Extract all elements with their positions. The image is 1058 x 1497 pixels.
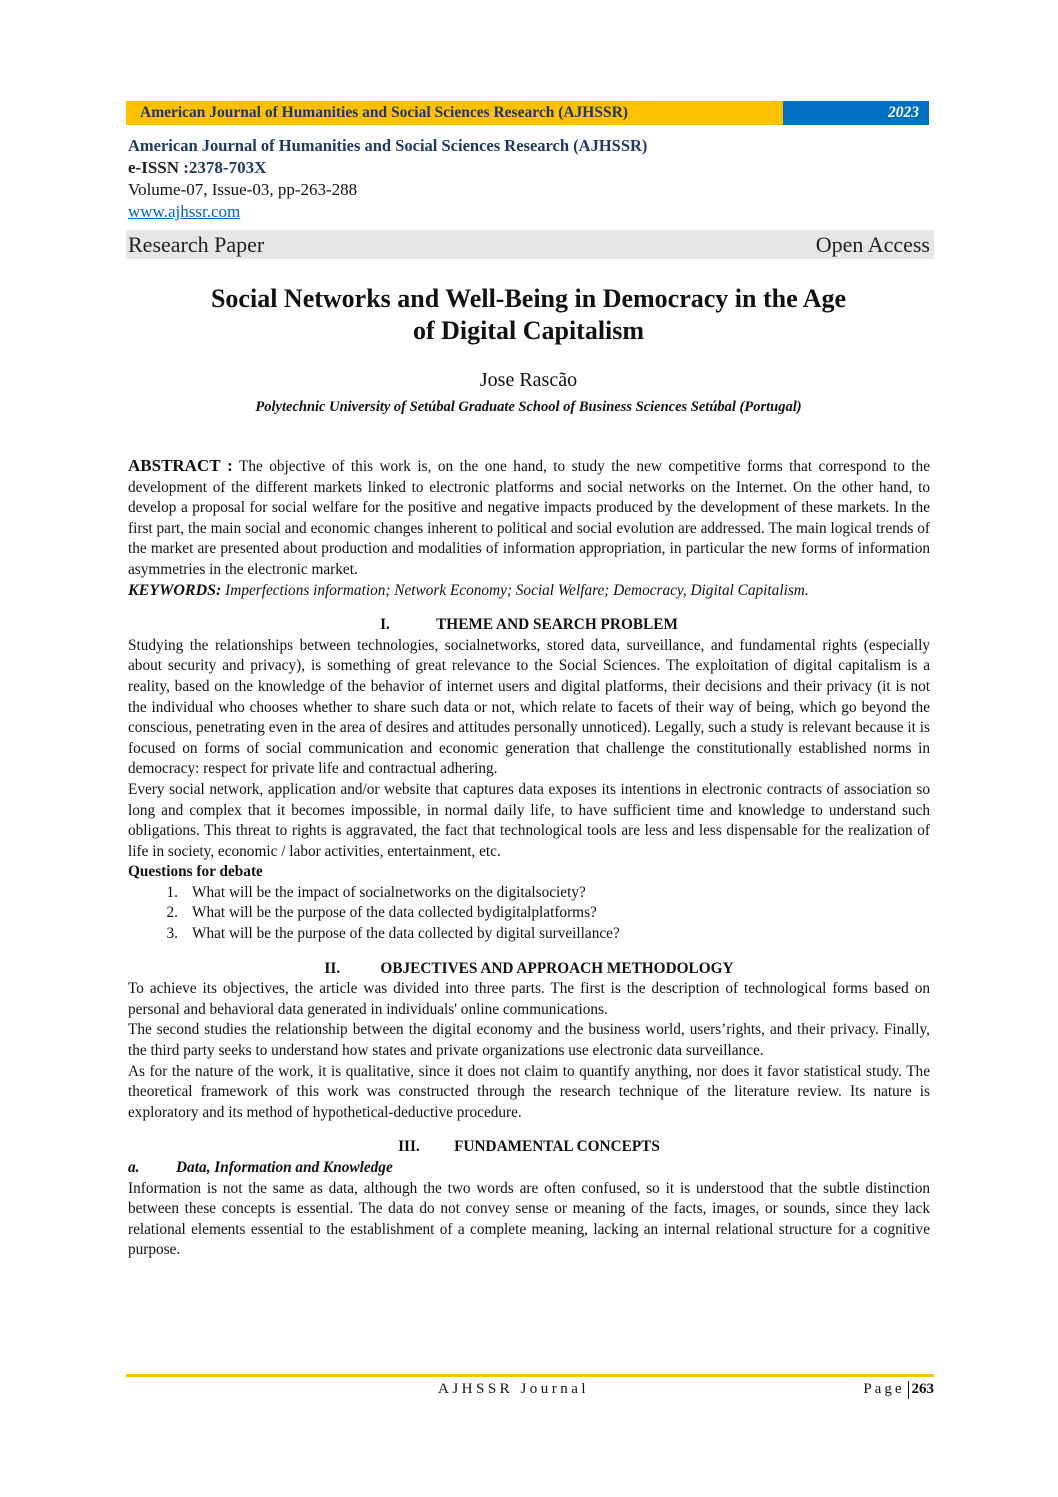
section-1-title: THEME AND SEARCH PROBLEM	[436, 616, 678, 634]
list-item-number: 2.	[166, 904, 178, 922]
volume-info: Volume-07, Issue-03, pp-263-288	[128, 180, 358, 199]
section-2-paragraph-1: To achieve its objectives, the article was divided into three parts. The first is the description of technological forms based on personal and behavioral data generated in individuals' online communications.	[128, 980, 930, 1018]
list-item	[128, 903, 930, 924]
list-item-text: What will be the purpose of the data collected by digital surveillance?	[192, 925, 620, 943]
page-footer	[126, 1378, 934, 1400]
section-2-number: II.	[324, 959, 341, 977]
footer-divider	[126, 1374, 934, 1377]
author-name: Jose Rascão	[479, 369, 578, 391]
title-line-1: Social Networks and Well-Being in Democracy in the Age	[210, 284, 847, 313]
abstract-label: ABSTRACT :	[128, 456, 233, 475]
section-1-paragraph-1: Studying the relationships between technologies, socialnetworks, stored data, surveillance, and fundamental rights (especially about security and privacy), is something of great relevance to the Social Sciences. The exploitation of digital capitalism is a reality, based on the knowledge of the behavior of internet users and digital platforms, their decisions and their privacy (it is not the individual who chooses whether to share such data or not, which relate to facets of their way of being, which go beyond the conscious, penetrating even in the area of desires and attitudes personally unnoticed). Legally, such a study is relevant because it is focused on forms of social communication and economic generation that challenge the constitutionally established norms in democracy: respect for private life and contractual adhering.	[128, 636, 930, 778]
paper-body	[128, 456, 930, 1261]
keywords-text: Imperfections information; Network Economy; Social Welfare; Democracy, Digital Capitalism.	[221, 581, 809, 599]
keywords-label: KEYWORDS:	[128, 581, 222, 599]
questions-title: Questions for debate	[128, 863, 263, 881]
section-1-number: I.	[380, 616, 390, 634]
section-3-number: III.	[398, 1138, 420, 1156]
paper-title	[126, 283, 931, 347]
list-item	[128, 924, 930, 945]
journal-meta	[128, 135, 647, 223]
section-1-paragraph-2: Every social network, application and/or website that captures data exposes its intentions in electronic contracts of association so long and complex that it becomes impossible, in normal daily life, to have sufficient time and knowledge to understand such obligations. This threat to rights is aggravated, the fact that technological tools are less and less dispensable for the realization of life in society, economic / labor activities, entertainment, etc.	[128, 780, 930, 860]
journal-name: American Journal of Humanities and Social Sciences Research (AJHSSR)	[128, 136, 648, 155]
issn-number: 2378-703X	[188, 158, 267, 177]
running-header	[126, 101, 929, 125]
section-3-heading	[128, 1137, 930, 1158]
paper-type-bar	[126, 230, 934, 259]
abstract	[128, 456, 930, 581]
section-2-title: OBJECTIVES AND APPROACH METHODOLOGY	[380, 959, 734, 977]
title-line-2: of Digital Capitalism	[412, 316, 645, 345]
subsection-title: Data, Information and Knowledge	[176, 1159, 393, 1176]
running-header-year: 2023	[783, 101, 929, 125]
list-item-number: 1.	[166, 883, 178, 901]
section-2-paragraph-3: As for the nature of the work, it is qualitative, since it does not claim to quantify anything, nor does it favor statistical study. The theoretical framework of this work was constructed through the research technique of the literature review. Its nature is exploratory and its method of hypothetical-deductive procedure.	[128, 1062, 930, 1121]
keywords	[128, 581, 930, 602]
section-3-paragraph-1: Information is not the same as data, although the two words are often confused, so it is understood that the subtle distinction between these concepts is essential. The data do not convey sense or meaning of the facts, images, or sounds, since they lack relational elements essential to the establishment of a complete meaning, lacking an internal relational structure for a cognitive purpose.	[128, 1179, 930, 1259]
access-type: Open Access	[815, 232, 930, 257]
page-separator	[908, 1381, 909, 1399]
author-affiliation: Polytechnic University of Setúbal Graduate School of Business Sciences Setúbal (Portugal)	[255, 399, 802, 415]
section-1-heading	[128, 615, 930, 636]
page-number-value: 263	[911, 1381, 934, 1397]
list-item	[128, 883, 930, 904]
list-item-number: 3.	[166, 925, 178, 943]
paper-type: Research Paper	[128, 232, 265, 257]
issn-label: e-ISSN :	[128, 158, 189, 177]
abstract-text: The objective of this work is, on the one hand, to study the new competitive forms that correspond to the development of the different markets linked to electronic platforms and social networks on the Internet. On the other hand, to develop a proposal for social welfare for the positive and negative impacts produced by the development of these markets. In the first part, the main social and economic changes inherent to political and social evolution are addressed. The main logical trends of the market are presented about production and modalities of information appropriation, in particular the new forms of information asymmetries in the electronic market.	[128, 458, 930, 578]
issn	[128, 157, 647, 179]
subsection-heading	[128, 1158, 930, 1179]
section-2-heading	[128, 959, 930, 980]
page-number	[863, 1378, 934, 1400]
section-2-paragraph-2: The second studies the relationship between the digital economy and the business world, users’rights, and their privacy. Finally, the third party seeks to understand how states and private organizations use electronic data surveillance.	[128, 1021, 930, 1060]
questions-list	[128, 883, 930, 945]
list-item-text: What will be the impact of socialnetworks on the digitalsociety?	[192, 883, 586, 901]
website-link[interactable]: www.ajhssr.com	[128, 202, 241, 221]
subsection-number: a.	[128, 1159, 140, 1176]
footer-journal: AJHSSR Journal	[438, 1381, 590, 1397]
section-3-title: FUNDAMENTAL CONCEPTS	[454, 1138, 660, 1156]
running-header-journal: American Journal of Humanities and Social Sciences Research (AJHSSR)	[126, 101, 783, 125]
page-label: Page	[863, 1381, 905, 1397]
list-item-text: What will be the purpose of the data collected bydigitalplatforms?	[192, 904, 597, 922]
